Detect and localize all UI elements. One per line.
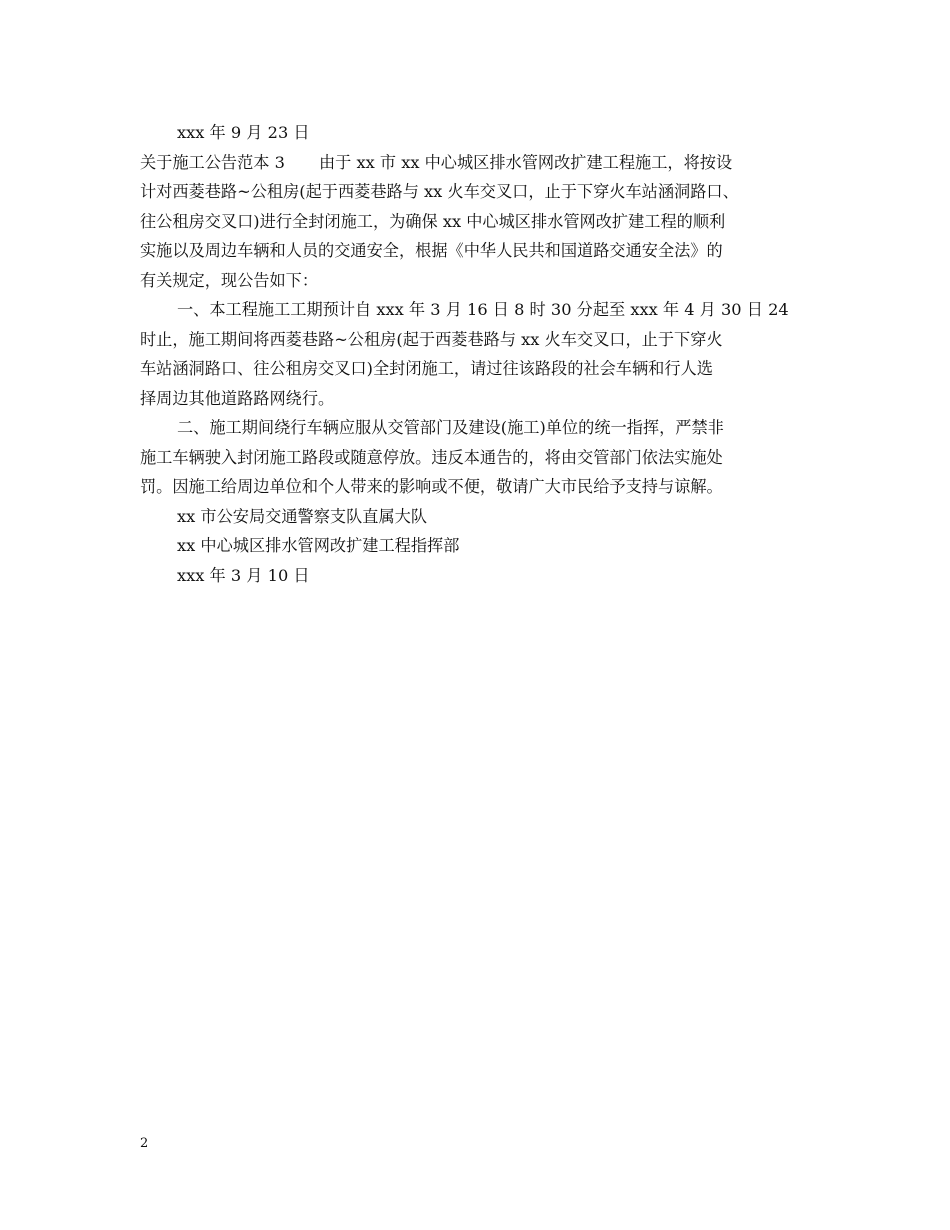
document-body <box>140 118 830 590</box>
bottom-date: xxx 年 3 月 10 日 <box>177 565 310 585</box>
title-line <box>140 148 830 178</box>
paragraph-1-line-5: 有关规定，现公告如下： <box>140 270 319 290</box>
paragraph-1-line-4: 实施以及周边车辆和人员的交通安全，根据《中华人民共和国道路交通安全法》的 <box>140 241 723 260</box>
paragraph-2-line-3: 车站涵洞路口、往公租房交叉口)全封闭施工，请过往该路段的社会车辆和行人选 <box>140 359 713 378</box>
page-number: 2 <box>140 1136 149 1151</box>
paragraph-3-line-3: 罚。因施工给周边单位和个人带来的影响或不便，敬请广大市民给予支持与谅解。 <box>140 477 723 496</box>
paragraph-1-line-3: 往公租房交叉口)进行全封闭施工，为确保 xx 中心城区排水管网改扩建工程的顺利 <box>140 211 726 231</box>
signature-project-command: xx 中心城区排水管网改扩建工程指挥部 <box>177 536 460 555</box>
paragraph-3-line-2: 施工车辆驶入封闭施工路段或随意停放。违反本通告的，将由交管部门依法实施处 <box>140 447 723 467</box>
paragraph-3-line-1: 二、施工期间绕行车辆应服从交管部门及建设(施工)单位的统一指挥，严禁非 <box>177 418 724 437</box>
paragraph-1-line-1: 由于 xx 市 xx 中心城区排水管网改扩建工程施工，将按设 <box>318 152 733 172</box>
paragraph-2-line-2: 时止，施工期间将西菱巷路~公租房(起于西菱巷路与 xx 火车交叉口，止于下穿火 <box>140 329 723 349</box>
top-date: xxx 年 9 月 23 日 <box>177 123 310 142</box>
signature-traffic-police: xx 市公安局交通警察支队直属大队 <box>177 506 428 526</box>
paragraph-1-line-2: 计对西菱巷路~公租房(起于西菱巷路与 xx 火车交叉口，止于下穿火车站涵洞路口、 <box>140 182 739 201</box>
document-title: 关于施工公告范本 3 <box>140 152 285 172</box>
paragraph-2-line-1: 一、本工程施工工期预计自 xxx 年 3 月 16 日 8 时 30 分起至 xxx 年 4 月 30 日 24 <box>177 300 789 319</box>
paragraph-2-line-4: 择周边其他道路路网绕行。 <box>140 388 335 408</box>
